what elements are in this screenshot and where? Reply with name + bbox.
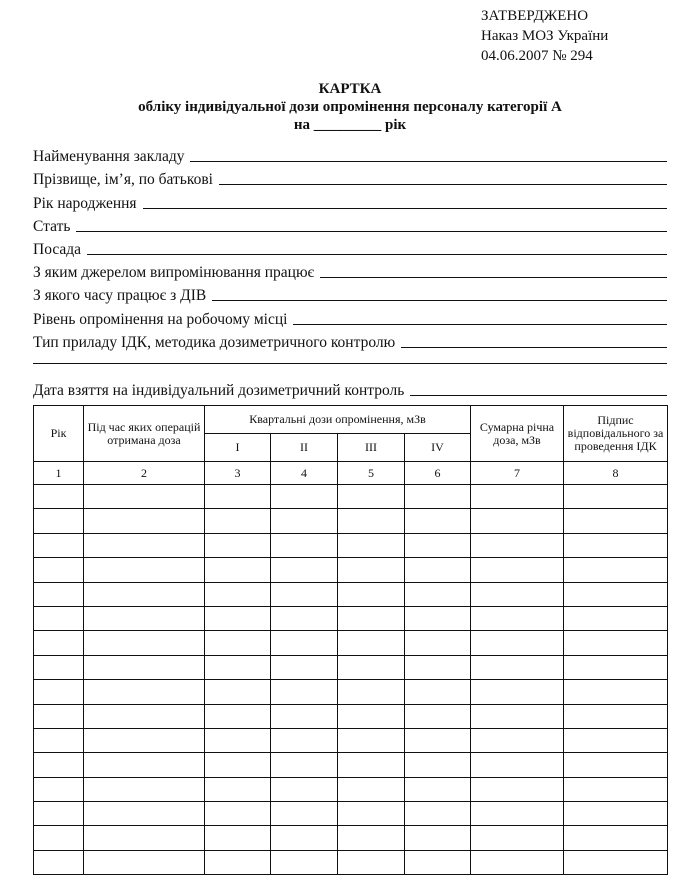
table-cell[interactable] xyxy=(271,753,338,777)
table-cell[interactable] xyxy=(34,631,84,655)
col-header-q3: III xyxy=(338,434,405,462)
table-row xyxy=(34,533,668,557)
table-row xyxy=(34,826,668,850)
table-cell[interactable] xyxy=(405,728,471,752)
col-header-quarterly: Квартальні дози опромінення, мЗв xyxy=(205,406,471,434)
col-number: 6 xyxy=(405,462,471,485)
fill-line[interactable] xyxy=(143,208,667,209)
dose-record-table xyxy=(33,405,668,875)
table-cell[interactable] xyxy=(205,753,271,777)
table-cell[interactable] xyxy=(471,582,564,606)
table-cell[interactable] xyxy=(405,631,471,655)
table-cell[interactable] xyxy=(564,631,668,655)
table-cell[interactable] xyxy=(271,704,338,728)
table-cell[interactable] xyxy=(84,680,205,704)
table-cell[interactable] xyxy=(271,850,338,874)
table-cell[interactable] xyxy=(271,533,338,557)
col-header-signature: Підпис відповідального за проведення ІДК xyxy=(564,406,668,462)
table-cell[interactable] xyxy=(205,826,271,850)
table-cell[interactable] xyxy=(471,533,564,557)
title-subtitle: обліку індивідуальної дози опромінення персоналу категорії А xyxy=(138,99,562,115)
table-row xyxy=(34,850,668,874)
table-cell[interactable] xyxy=(84,826,205,850)
table-cell[interactable] xyxy=(205,533,271,557)
table-cell[interactable] xyxy=(405,485,471,509)
table-cell[interactable] xyxy=(84,631,205,655)
table-cell[interactable] xyxy=(205,802,271,826)
table-cell[interactable] xyxy=(564,582,668,606)
table-cell[interactable] xyxy=(338,558,405,582)
fill-line[interactable] xyxy=(293,324,667,325)
table-cell[interactable] xyxy=(34,533,84,557)
table-cell[interactable] xyxy=(338,606,405,630)
table-cell[interactable] xyxy=(564,850,668,874)
table-cell[interactable] xyxy=(205,631,271,655)
fill-line[interactable] xyxy=(410,395,667,396)
table-cell[interactable] xyxy=(205,509,271,533)
table-row xyxy=(34,509,668,533)
table-cell[interactable] xyxy=(34,802,84,826)
table-cell[interactable] xyxy=(338,753,405,777)
title-heading: КАРТКА xyxy=(318,81,382,97)
table-cell[interactable] xyxy=(471,606,564,630)
table-cell[interactable] xyxy=(205,558,271,582)
table-cell[interactable] xyxy=(338,631,405,655)
table-cell[interactable] xyxy=(405,680,471,704)
table-cell[interactable] xyxy=(338,533,405,557)
table-cell[interactable] xyxy=(34,850,84,874)
field-device-type[interactable] xyxy=(33,329,667,352)
approval-date: 04.06.2007 № 294 xyxy=(481,48,593,64)
table-cell[interactable] xyxy=(564,753,668,777)
field-label: Тип приладу ІДК, методика дозиметричного контролю xyxy=(33,333,396,351)
table-cell[interactable] xyxy=(564,802,668,826)
field-label: З яким джерелом випромінювання працює xyxy=(33,264,315,282)
table-cell[interactable] xyxy=(338,777,405,801)
approval-stamp xyxy=(481,6,608,66)
table-cell[interactable] xyxy=(34,704,84,728)
continuation-line[interactable] xyxy=(33,352,667,364)
col-number: 2 xyxy=(84,462,205,485)
field-label: Стать xyxy=(33,217,71,235)
field-work-since[interactable] xyxy=(33,282,667,305)
table-cell[interactable] xyxy=(84,777,205,801)
table-cell[interactable] xyxy=(338,509,405,533)
table-row xyxy=(34,558,668,582)
table-cell[interactable] xyxy=(405,558,471,582)
fill-line[interactable] xyxy=(87,254,667,255)
fill-line[interactable] xyxy=(320,277,667,278)
fill-line[interactable] xyxy=(190,161,667,162)
table-cell[interactable] xyxy=(205,606,271,630)
table-cell[interactable] xyxy=(84,606,205,630)
table-cell[interactable] xyxy=(405,777,471,801)
col-header-q2: II xyxy=(271,434,338,462)
table-cell[interactable] xyxy=(564,777,668,801)
col-header-q1: I xyxy=(205,434,271,462)
personal-data-fields xyxy=(33,143,667,400)
table-cell[interactable] xyxy=(471,485,564,509)
table-cell[interactable] xyxy=(34,655,84,679)
table-cell[interactable] xyxy=(405,533,471,557)
table-row xyxy=(34,704,668,728)
table-cell[interactable] xyxy=(205,777,271,801)
table-cell[interactable] xyxy=(84,728,205,752)
fill-line[interactable] xyxy=(76,231,667,232)
table-cell[interactable] xyxy=(271,631,338,655)
table-cell[interactable] xyxy=(271,777,338,801)
table-cell[interactable] xyxy=(471,850,564,874)
table-cell[interactable] xyxy=(84,704,205,728)
table-cell[interactable] xyxy=(205,680,271,704)
table-cell[interactable] xyxy=(271,826,338,850)
table-cell[interactable] xyxy=(471,802,564,826)
table-cell[interactable] xyxy=(405,826,471,850)
approval-order: Наказ МОЗ України xyxy=(481,28,609,44)
table-cell[interactable] xyxy=(338,850,405,874)
col-header-operations: Під час яких операцій отримана доза xyxy=(84,406,205,462)
table-row xyxy=(34,655,668,679)
table-row xyxy=(34,777,668,801)
table-cell[interactable] xyxy=(564,558,668,582)
table-cell[interactable] xyxy=(271,802,338,826)
field-exposure-level[interactable] xyxy=(33,305,667,328)
table-cell[interactable] xyxy=(338,728,405,752)
col-number: 5 xyxy=(338,462,405,485)
table-row xyxy=(34,582,668,606)
table-cell[interactable] xyxy=(84,509,205,533)
col-number: 7 xyxy=(471,462,564,485)
table-cell[interactable] xyxy=(471,728,564,752)
field-birth-year[interactable] xyxy=(33,189,667,212)
field-label: Прізвище, ім’я, по батькові xyxy=(33,171,213,189)
table-cell[interactable] xyxy=(205,704,271,728)
table-cell[interactable] xyxy=(34,680,84,704)
table-cell[interactable] xyxy=(34,558,84,582)
table-cell[interactable] xyxy=(84,558,205,582)
table-row xyxy=(34,680,668,704)
table-cell[interactable] xyxy=(34,826,84,850)
table-cell[interactable] xyxy=(338,655,405,679)
table-cell[interactable] xyxy=(205,582,271,606)
table-cell[interactable] xyxy=(564,533,668,557)
field-full-name[interactable] xyxy=(33,166,667,189)
table-cell[interactable] xyxy=(34,728,84,752)
fill-line[interactable] xyxy=(219,184,667,185)
table-cell[interactable] xyxy=(84,850,205,874)
table-cell[interactable] xyxy=(471,753,564,777)
table-cell[interactable] xyxy=(271,485,338,509)
col-header-total: Сумарна річна доза, мЗв xyxy=(471,406,564,462)
col-number: 4 xyxy=(271,462,338,485)
table-cell[interactable] xyxy=(405,850,471,874)
table-cell[interactable] xyxy=(84,533,205,557)
column-number-row xyxy=(34,462,668,485)
table-cell[interactable] xyxy=(338,826,405,850)
table-header-row xyxy=(34,406,668,434)
table-cell[interactable] xyxy=(34,606,84,630)
table-cell[interactable] xyxy=(471,680,564,704)
table-row xyxy=(34,728,668,752)
table-cell[interactable] xyxy=(564,826,668,850)
field-label: Дата взяття на індивідуальний дозиметричний контроль xyxy=(33,381,405,399)
col-header-year: Рік xyxy=(34,406,84,462)
table-cell[interactable] xyxy=(471,558,564,582)
table-cell[interactable] xyxy=(564,509,668,533)
table-cell[interactable] xyxy=(405,753,471,777)
table-cell[interactable] xyxy=(205,485,271,509)
field-institution-name[interactable] xyxy=(33,143,667,166)
table-cell[interactable] xyxy=(405,655,471,679)
table-cell[interactable] xyxy=(471,704,564,728)
col-header-q4: IV xyxy=(405,434,471,462)
table-row xyxy=(34,606,668,630)
table-row xyxy=(34,631,668,655)
table-row xyxy=(34,802,668,826)
table-cell[interactable] xyxy=(84,582,205,606)
field-control-start-date[interactable] xyxy=(33,377,667,400)
table-cell[interactable] xyxy=(405,509,471,533)
table-cell[interactable] xyxy=(471,826,564,850)
table-cell[interactable] xyxy=(34,582,84,606)
table-cell[interactable] xyxy=(471,509,564,533)
table-cell[interactable] xyxy=(271,606,338,630)
table-cell[interactable] xyxy=(34,485,84,509)
table-cell[interactable] xyxy=(84,485,205,509)
table-cell[interactable] xyxy=(564,606,668,630)
field-sex[interactable] xyxy=(33,213,667,236)
approval-label: ЗАТВЕРДЖЕНО xyxy=(481,8,589,24)
table-row xyxy=(34,753,668,777)
field-label: Рівень опромінення на робочому місці xyxy=(33,310,288,328)
table-cell[interactable] xyxy=(564,728,668,752)
field-label: Посада xyxy=(33,240,82,258)
table-cell[interactable] xyxy=(405,802,471,826)
table-cell[interactable] xyxy=(84,655,205,679)
table-cell[interactable] xyxy=(84,753,205,777)
col-number: 8 xyxy=(564,462,668,485)
field-radiation-source[interactable] xyxy=(33,259,667,282)
table-cell[interactable] xyxy=(84,802,205,826)
table-cell[interactable] xyxy=(34,777,84,801)
table-cell[interactable] xyxy=(338,704,405,728)
table-cell[interactable] xyxy=(471,777,564,801)
table-cell[interactable] xyxy=(338,802,405,826)
field-label: З якого часу працює з ДІВ xyxy=(33,287,207,305)
table-cell[interactable] xyxy=(405,606,471,630)
table-cell[interactable] xyxy=(34,753,84,777)
table-cell[interactable] xyxy=(471,631,564,655)
table-cell[interactable] xyxy=(271,728,338,752)
field-label: Рік народження xyxy=(33,194,137,212)
table-cell[interactable] xyxy=(564,485,668,509)
table-cell[interactable] xyxy=(271,509,338,533)
field-label: Найменування закладу xyxy=(33,148,185,166)
table-cell[interactable] xyxy=(271,582,338,606)
table-cell[interactable] xyxy=(34,509,84,533)
table-cell[interactable] xyxy=(471,655,564,679)
table-cell[interactable] xyxy=(205,850,271,874)
field-position[interactable] xyxy=(33,236,667,259)
table-cell[interactable] xyxy=(205,728,271,752)
table-cell[interactable] xyxy=(405,582,471,606)
document-title xyxy=(0,80,700,134)
col-number: 3 xyxy=(205,462,271,485)
title-year-line: на _________ рік xyxy=(293,117,407,133)
table-cell[interactable] xyxy=(271,558,338,582)
table-cell[interactable] xyxy=(564,704,668,728)
table-cell[interactable] xyxy=(338,485,405,509)
fill-line[interactable] xyxy=(401,347,667,348)
table-cell[interactable] xyxy=(405,704,471,728)
fill-line[interactable] xyxy=(212,300,667,301)
table-cell[interactable] xyxy=(338,680,405,704)
table-cell[interactable] xyxy=(205,655,271,679)
col-number: 1 xyxy=(34,462,84,485)
table-cell[interactable] xyxy=(271,655,338,679)
table-cell[interactable] xyxy=(564,655,668,679)
table-cell[interactable] xyxy=(271,680,338,704)
table-cell[interactable] xyxy=(338,582,405,606)
table-cell[interactable] xyxy=(564,680,668,704)
table-row xyxy=(34,485,668,509)
